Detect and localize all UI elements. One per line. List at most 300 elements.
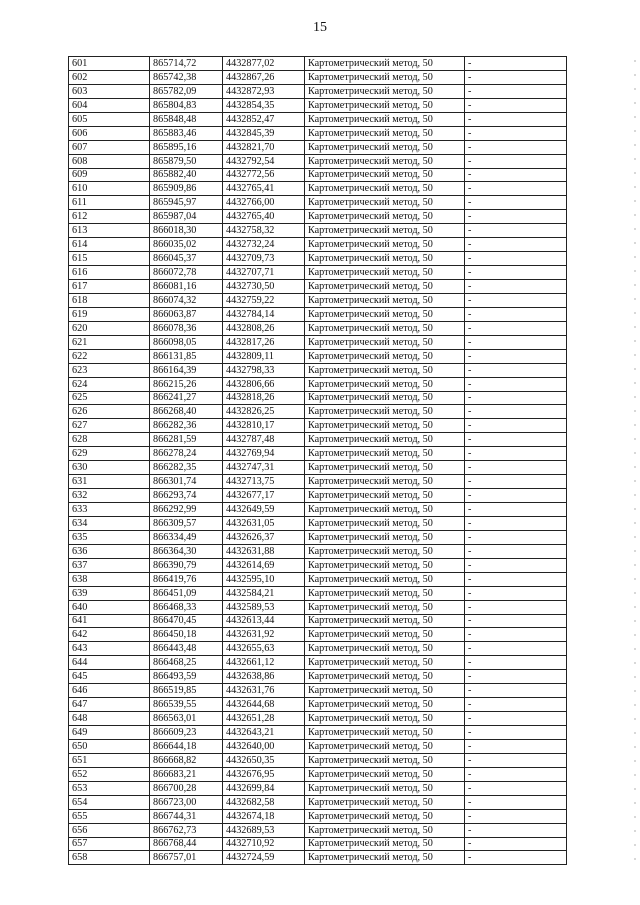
table-row [69,837,567,851]
table-row [69,349,567,363]
method-cell: Картометрический метод, 50 [305,600,465,614]
method-cell: Картометрический метод, 50 [305,419,465,433]
y-coordinate-cell: 4432655,63 [223,642,305,656]
point-number-cell: 620 [69,321,150,335]
x-coordinate-cell: 865945,97 [150,196,223,210]
table-row [69,642,567,656]
x-coordinate-cell: 866293,74 [150,489,223,503]
note-cell: - [465,503,567,517]
coordinates-table [68,56,567,865]
x-coordinate-cell: 865987,04 [150,210,223,224]
point-number-cell: 612 [69,210,150,224]
point-number-cell: 630 [69,461,150,475]
point-number-cell: 646 [69,684,150,698]
x-coordinate-cell: 866281,59 [150,433,223,447]
method-cell: Картометрический метод, 50 [305,614,465,628]
table-row [69,489,567,503]
method-cell: Картометрический метод, 50 [305,70,465,84]
method-cell: Картометрический метод, 50 [305,335,465,349]
method-cell: Картометрический метод, 50 [305,363,465,377]
table-row [69,280,567,294]
point-number-cell: 642 [69,628,150,642]
table-row [69,516,567,530]
method-cell: Картометрический метод, 50 [305,154,465,168]
table-row [69,558,567,572]
table-row [69,461,567,475]
y-coordinate-cell: 4432631,88 [223,544,305,558]
method-cell: Картометрический метод, 50 [305,489,465,503]
table-row [69,98,567,112]
method-cell: Картометрический метод, 50 [305,823,465,837]
point-number-cell: 643 [69,642,150,656]
note-cell: - [465,767,567,781]
point-number-cell: 650 [69,739,150,753]
point-number-cell: 644 [69,656,150,670]
point-number-cell: 623 [69,363,150,377]
table-row [69,544,567,558]
method-cell: Картометрический метод, 50 [305,642,465,656]
point-number-cell: 604 [69,98,150,112]
point-number-cell: 656 [69,823,150,837]
note-cell: - [465,851,567,865]
note-cell: - [465,293,567,307]
x-coordinate-cell: 866563,01 [150,712,223,726]
table-row [69,475,567,489]
table-row [69,739,567,753]
note-cell: - [465,475,567,489]
note-cell: - [465,210,567,224]
table-row [69,210,567,224]
note-cell: - [465,837,567,851]
y-coordinate-cell: 4432661,12 [223,656,305,670]
method-cell: Картометрический метод, 50 [305,809,465,823]
method-cell: Картометрический метод, 50 [305,252,465,266]
method-cell: Картометрический метод, 50 [305,266,465,280]
table-row [69,126,567,140]
x-coordinate-cell: 866045,37 [150,252,223,266]
note-cell: - [465,377,567,391]
y-coordinate-cell: 4432765,40 [223,210,305,224]
y-coordinate-cell: 4432682,58 [223,795,305,809]
note-cell: - [465,628,567,642]
x-coordinate-cell: 866301,74 [150,475,223,489]
point-number-cell: 634 [69,516,150,530]
x-coordinate-cell: 866215,26 [150,377,223,391]
method-cell: Картометрический метод, 50 [305,572,465,586]
table-row [69,656,567,670]
method-cell: Картометрический метод, 50 [305,516,465,530]
point-number-cell: 628 [69,433,150,447]
method-cell: Картометрический метод, 50 [305,475,465,489]
x-coordinate-cell: 866278,24 [150,447,223,461]
y-coordinate-cell: 4432765,41 [223,182,305,196]
coordinates-table-body [69,57,567,865]
note-cell: - [465,238,567,252]
point-number-cell: 615 [69,252,150,266]
y-coordinate-cell: 4432808,26 [223,321,305,335]
y-coordinate-cell: 4432818,26 [223,391,305,405]
y-coordinate-cell: 4432809,11 [223,349,305,363]
method-cell: Картометрический метод, 50 [305,837,465,851]
x-coordinate-cell: 866081,16 [150,280,223,294]
table-row [69,238,567,252]
note-cell: - [465,809,567,823]
method-cell: Картометрический метод, 50 [305,224,465,238]
y-coordinate-cell: 4432643,21 [223,726,305,740]
page-number: 15 [313,20,327,35]
point-number-cell: 607 [69,140,150,154]
method-cell: Картометрический метод, 50 [305,84,465,98]
table-row [69,335,567,349]
table-row [69,726,567,740]
note-cell: - [465,572,567,586]
table-row [69,70,567,84]
note-cell: - [465,196,567,210]
x-coordinate-cell: 866072,78 [150,266,223,280]
point-number-cell: 621 [69,335,150,349]
note-cell: - [465,98,567,112]
point-number-cell: 655 [69,809,150,823]
note-cell: - [465,57,567,71]
point-number-cell: 640 [69,600,150,614]
point-number-cell: 602 [69,70,150,84]
point-number-cell: 637 [69,558,150,572]
x-coordinate-cell: 866744,31 [150,809,223,823]
table-row [69,614,567,628]
method-cell: Картометрический метод, 50 [305,781,465,795]
method-cell: Картометрический метод, 50 [305,698,465,712]
table-row [69,307,567,321]
note-cell: - [465,586,567,600]
x-coordinate-cell: 865848,48 [150,112,223,126]
note-cell: - [465,489,567,503]
table-row [69,670,567,684]
point-number-cell: 658 [69,851,150,865]
x-coordinate-cell: 866450,18 [150,628,223,642]
table-row [69,293,567,307]
point-number-cell: 639 [69,586,150,600]
x-coordinate-cell: 866519,85 [150,684,223,698]
x-coordinate-cell: 865804,83 [150,98,223,112]
y-coordinate-cell: 4432644,68 [223,698,305,712]
x-coordinate-cell: 866282,35 [150,461,223,475]
table-row [69,753,567,767]
note-cell: - [465,781,567,795]
point-number-cell: 641 [69,614,150,628]
point-number-cell: 626 [69,405,150,419]
method-cell: Картометрический метод, 50 [305,433,465,447]
note-cell: - [465,614,567,628]
method-cell: Картометрический метод, 50 [305,280,465,294]
note-cell: - [465,321,567,335]
table-row [69,781,567,795]
x-coordinate-cell: 866098,05 [150,335,223,349]
table-row [69,795,567,809]
point-number-cell: 638 [69,572,150,586]
point-number-cell: 652 [69,767,150,781]
x-coordinate-cell: 866063,87 [150,307,223,321]
x-coordinate-cell: 866035,02 [150,238,223,252]
point-number-cell: 605 [69,112,150,126]
y-coordinate-cell: 4432766,00 [223,196,305,210]
note-cell: - [465,600,567,614]
note-cell: - [465,349,567,363]
x-coordinate-cell: 866282,36 [150,419,223,433]
note-cell: - [465,795,567,809]
y-coordinate-cell: 4432730,50 [223,280,305,294]
method-cell: Картометрический метод, 50 [305,377,465,391]
note-cell: - [465,698,567,712]
method-cell: Картометрический метод, 50 [305,140,465,154]
point-number-cell: 618 [69,293,150,307]
x-coordinate-cell: 866309,57 [150,516,223,530]
x-coordinate-cell: 866539,55 [150,698,223,712]
note-cell: - [465,112,567,126]
y-coordinate-cell: 4432650,35 [223,753,305,767]
y-coordinate-cell: 4432854,35 [223,98,305,112]
method-cell: Картометрический метод, 50 [305,112,465,126]
table-row [69,823,567,837]
note-cell: - [465,252,567,266]
point-number-cell: 616 [69,266,150,280]
table-row [69,266,567,280]
point-number-cell: 651 [69,753,150,767]
y-coordinate-cell: 4432821,70 [223,140,305,154]
note-cell: - [465,168,567,182]
x-coordinate-cell: 866078,36 [150,321,223,335]
point-number-cell: 654 [69,795,150,809]
y-coordinate-cell: 4432589,53 [223,600,305,614]
x-coordinate-cell: 866241,27 [150,391,223,405]
method-cell: Картометрический метод, 50 [305,98,465,112]
point-number-cell: 633 [69,503,150,517]
method-cell: Картометрический метод, 50 [305,767,465,781]
point-number-cell: 617 [69,280,150,294]
x-coordinate-cell: 866723,00 [150,795,223,809]
y-coordinate-cell: 4432817,26 [223,335,305,349]
note-cell: - [465,516,567,530]
scan-edge-mark [634,60,636,860]
y-coordinate-cell: 4432732,24 [223,238,305,252]
method-cell: Картометрический метод, 50 [305,126,465,140]
table-row [69,586,567,600]
table-row [69,600,567,614]
point-number-cell: 649 [69,726,150,740]
method-cell: Картометрический метод, 50 [305,182,465,196]
x-coordinate-cell: 866768,44 [150,837,223,851]
note-cell: - [465,405,567,419]
table-row [69,168,567,182]
y-coordinate-cell: 4432810,17 [223,419,305,433]
note-cell: - [465,335,567,349]
method-cell: Картометрический метод, 50 [305,544,465,558]
x-coordinate-cell: 866451,09 [150,586,223,600]
method-cell: Картометрический метод, 50 [305,795,465,809]
y-coordinate-cell: 4432595,10 [223,572,305,586]
y-coordinate-cell: 4432787,48 [223,433,305,447]
x-coordinate-cell: 866468,25 [150,656,223,670]
note-cell: - [465,823,567,837]
y-coordinate-cell: 4432772,56 [223,168,305,182]
y-coordinate-cell: 4432877,02 [223,57,305,71]
y-coordinate-cell: 4432872,93 [223,84,305,98]
method-cell: Картометрический метод, 50 [305,196,465,210]
table-row [69,698,567,712]
y-coordinate-cell: 4432638,86 [223,670,305,684]
y-coordinate-cell: 4432724,59 [223,851,305,865]
table-row [69,57,567,71]
x-coordinate-cell: 866700,28 [150,781,223,795]
note-cell: - [465,280,567,294]
table-row [69,84,567,98]
table-row [69,572,567,586]
point-number-cell: 611 [69,196,150,210]
table-row [69,530,567,544]
table-row [69,405,567,419]
method-cell: Картометрический метод, 50 [305,503,465,517]
x-coordinate-cell: 866493,59 [150,670,223,684]
x-coordinate-cell: 865882,40 [150,168,223,182]
note-cell: - [465,84,567,98]
y-coordinate-cell: 4432758,32 [223,224,305,238]
point-number-cell: 632 [69,489,150,503]
table-row [69,712,567,726]
y-coordinate-cell: 4432584,21 [223,586,305,600]
method-cell: Картометрический метод, 50 [305,293,465,307]
y-coordinate-cell: 4432769,94 [223,447,305,461]
point-number-cell: 647 [69,698,150,712]
point-number-cell: 636 [69,544,150,558]
method-cell: Картометрический метод, 50 [305,684,465,698]
method-cell: Картометрический метод, 50 [305,405,465,419]
point-number-cell: 606 [69,126,150,140]
note-cell: - [465,642,567,656]
note-cell: - [465,558,567,572]
y-coordinate-cell: 4432806,66 [223,377,305,391]
y-coordinate-cell: 4432792,54 [223,154,305,168]
note-cell: - [465,70,567,84]
y-coordinate-cell: 4432649,59 [223,503,305,517]
method-cell: Картометрический метод, 50 [305,238,465,252]
point-number-cell: 645 [69,670,150,684]
point-number-cell: 657 [69,837,150,851]
method-cell: Картометрический метод, 50 [305,753,465,767]
y-coordinate-cell: 4432852,47 [223,112,305,126]
note-cell: - [465,363,567,377]
y-coordinate-cell: 4432867,26 [223,70,305,84]
y-coordinate-cell: 4432710,92 [223,837,305,851]
y-coordinate-cell: 4432631,76 [223,684,305,698]
note-cell: - [465,391,567,405]
y-coordinate-cell: 4432626,37 [223,530,305,544]
y-coordinate-cell: 4432613,44 [223,614,305,628]
y-coordinate-cell: 4432713,75 [223,475,305,489]
point-number-cell: 624 [69,377,150,391]
table-row [69,447,567,461]
table-row [69,182,567,196]
note-cell: - [465,739,567,753]
y-coordinate-cell: 4432747,31 [223,461,305,475]
note-cell: - [465,461,567,475]
x-coordinate-cell: 866757,01 [150,851,223,865]
x-coordinate-cell: 866668,82 [150,753,223,767]
method-cell: Картометрический метод, 50 [305,739,465,753]
x-coordinate-cell: 866018,30 [150,224,223,238]
y-coordinate-cell: 4432845,39 [223,126,305,140]
point-number-cell: 610 [69,182,150,196]
x-coordinate-cell: 866644,18 [150,739,223,753]
point-number-cell: 653 [69,781,150,795]
method-cell: Картометрический метод, 50 [305,712,465,726]
method-cell: Картометрический метод, 50 [305,391,465,405]
method-cell: Картометрический метод, 50 [305,558,465,572]
point-number-cell: 635 [69,530,150,544]
y-coordinate-cell: 4432759,22 [223,293,305,307]
x-coordinate-cell: 865895,16 [150,140,223,154]
x-coordinate-cell: 865883,46 [150,126,223,140]
x-coordinate-cell: 866292,99 [150,503,223,517]
note-cell: - [465,154,567,168]
note-cell: - [465,530,567,544]
table-row [69,112,567,126]
x-coordinate-cell: 866074,32 [150,293,223,307]
x-coordinate-cell: 866762,73 [150,823,223,837]
note-cell: - [465,712,567,726]
y-coordinate-cell: 4432784,14 [223,307,305,321]
note-cell: - [465,656,567,670]
y-coordinate-cell: 4432699,84 [223,781,305,795]
table-row [69,419,567,433]
y-coordinate-cell: 4432826,25 [223,405,305,419]
note-cell: - [465,224,567,238]
table-row [69,377,567,391]
x-coordinate-cell: 866164,39 [150,363,223,377]
method-cell: Картометрический метод, 50 [305,530,465,544]
x-coordinate-cell: 866609,23 [150,726,223,740]
table-row [69,809,567,823]
table-row [69,628,567,642]
method-cell: Картометрический метод, 50 [305,628,465,642]
y-coordinate-cell: 4432689,53 [223,823,305,837]
note-cell: - [465,753,567,767]
table-row [69,321,567,335]
table-row [69,433,567,447]
table-row [69,391,567,405]
point-number-cell: 608 [69,154,150,168]
method-cell: Картометрический метод, 50 [305,656,465,670]
y-coordinate-cell: 4432677,17 [223,489,305,503]
method-cell: Картометрический метод, 50 [305,349,465,363]
y-coordinate-cell: 4432631,05 [223,516,305,530]
y-coordinate-cell: 4432674,18 [223,809,305,823]
x-coordinate-cell: 865742,38 [150,70,223,84]
point-number-cell: 629 [69,447,150,461]
x-coordinate-cell: 866334,49 [150,530,223,544]
note-cell: - [465,182,567,196]
y-coordinate-cell: 4432676,95 [223,767,305,781]
table-row [69,503,567,517]
x-coordinate-cell: 865879,50 [150,154,223,168]
note-cell: - [465,307,567,321]
note-cell: - [465,684,567,698]
note-cell: - [465,447,567,461]
x-coordinate-cell: 865782,09 [150,84,223,98]
table-row [69,140,567,154]
x-coordinate-cell: 866683,21 [150,767,223,781]
note-cell: - [465,433,567,447]
x-coordinate-cell: 865909,86 [150,182,223,196]
y-coordinate-cell: 4432709,73 [223,252,305,266]
